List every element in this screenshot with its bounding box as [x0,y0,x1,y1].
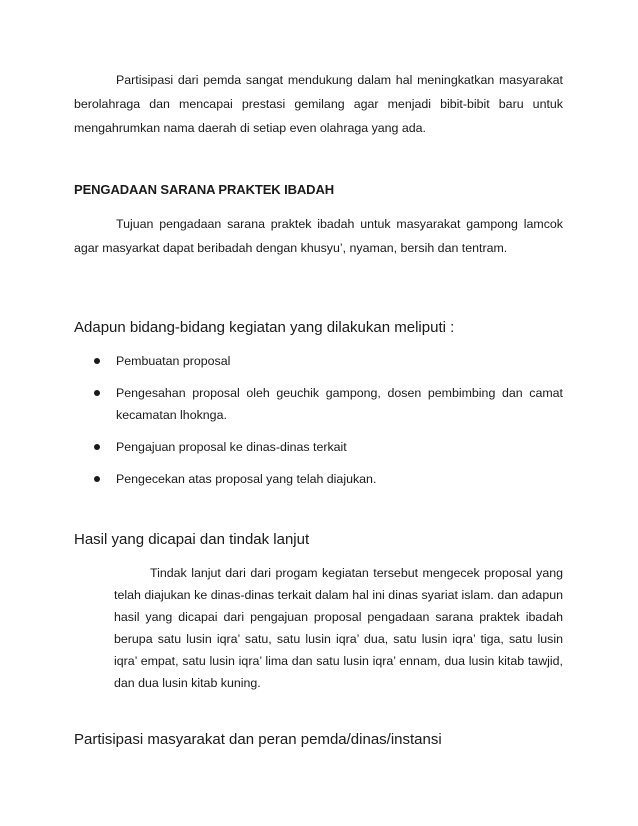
bullet-icon [94,390,100,396]
hasil-paragraph: Tindak lanjut dari dari progam kegiatan tersebut mengecek proposal yang telah diajukan ke dinas-dinas terkait dalam hal ini dinas syariat islam. dan adapun hasil yang dicapai dari pengajuan proposal pengadaan sarana praktek ibadah berupa satu lusin iqra’ satu, satu lusin iqra’ dua, satu lusin iqra’ tiga, satu lusin iqra’ empat, satu lusin iqra’ lima dan satu lusin iqra’ ennam, dua lusin kitab tawjid, dan dua lusin kitab kuning. [114,566,563,690]
bullet-icon [94,476,100,482]
list-item-text: Pengecekan atas proposal yang telah diajukan. [116,472,377,486]
section-heading-partisipasi: Partisipasi masyarakat dan peran pemda/dinas/instansi [74,731,442,748]
bullet-icon [94,444,100,450]
section-heading-bidang-kegiatan: Adapun bidang-bidang kegiatan yang dilakukan meliputi : [74,319,455,336]
list-item [74,468,563,490]
section-heading-sarana-ibadah: PENGADAAN SARANA PRAKTEK IBADAH [74,182,335,197]
list-item [74,436,563,458]
sarana-ibadah-paragraph: Tujuan pengadaan sarana praktek ibadah untuk masyarakat gampong lamcok agar masyarkat dapat beribadah dengan khusyu’, nyaman, bersih dan tentram. [74,217,563,255]
kegiatan-list [74,350,563,500]
intro-paragraph: Partisipasi dari pemda sangat mendukung dalam hal meningkatkan masyarakat berolahraga dan mencapai prestasi gemilang agar menjadi bibit-bibit baru untuk mengahrumkan nama daerah di setiap even olahraga yang ada. [74,73,563,135]
list-item [74,350,563,372]
section-heading-hasil: Hasil yang dicapai dan tindak lanjut [74,531,310,548]
list-item-text: Pembuatan proposal [116,354,231,368]
list-item-text: Pengesahan proposal oleh geuchik gampong, dosen pembimbing dan camat kecamatan lhoknga. [116,386,563,422]
bullet-icon [94,358,100,364]
list-item-text: Pengajuan proposal ke dinas-dinas terkait [116,440,347,454]
list-item [74,382,563,426]
